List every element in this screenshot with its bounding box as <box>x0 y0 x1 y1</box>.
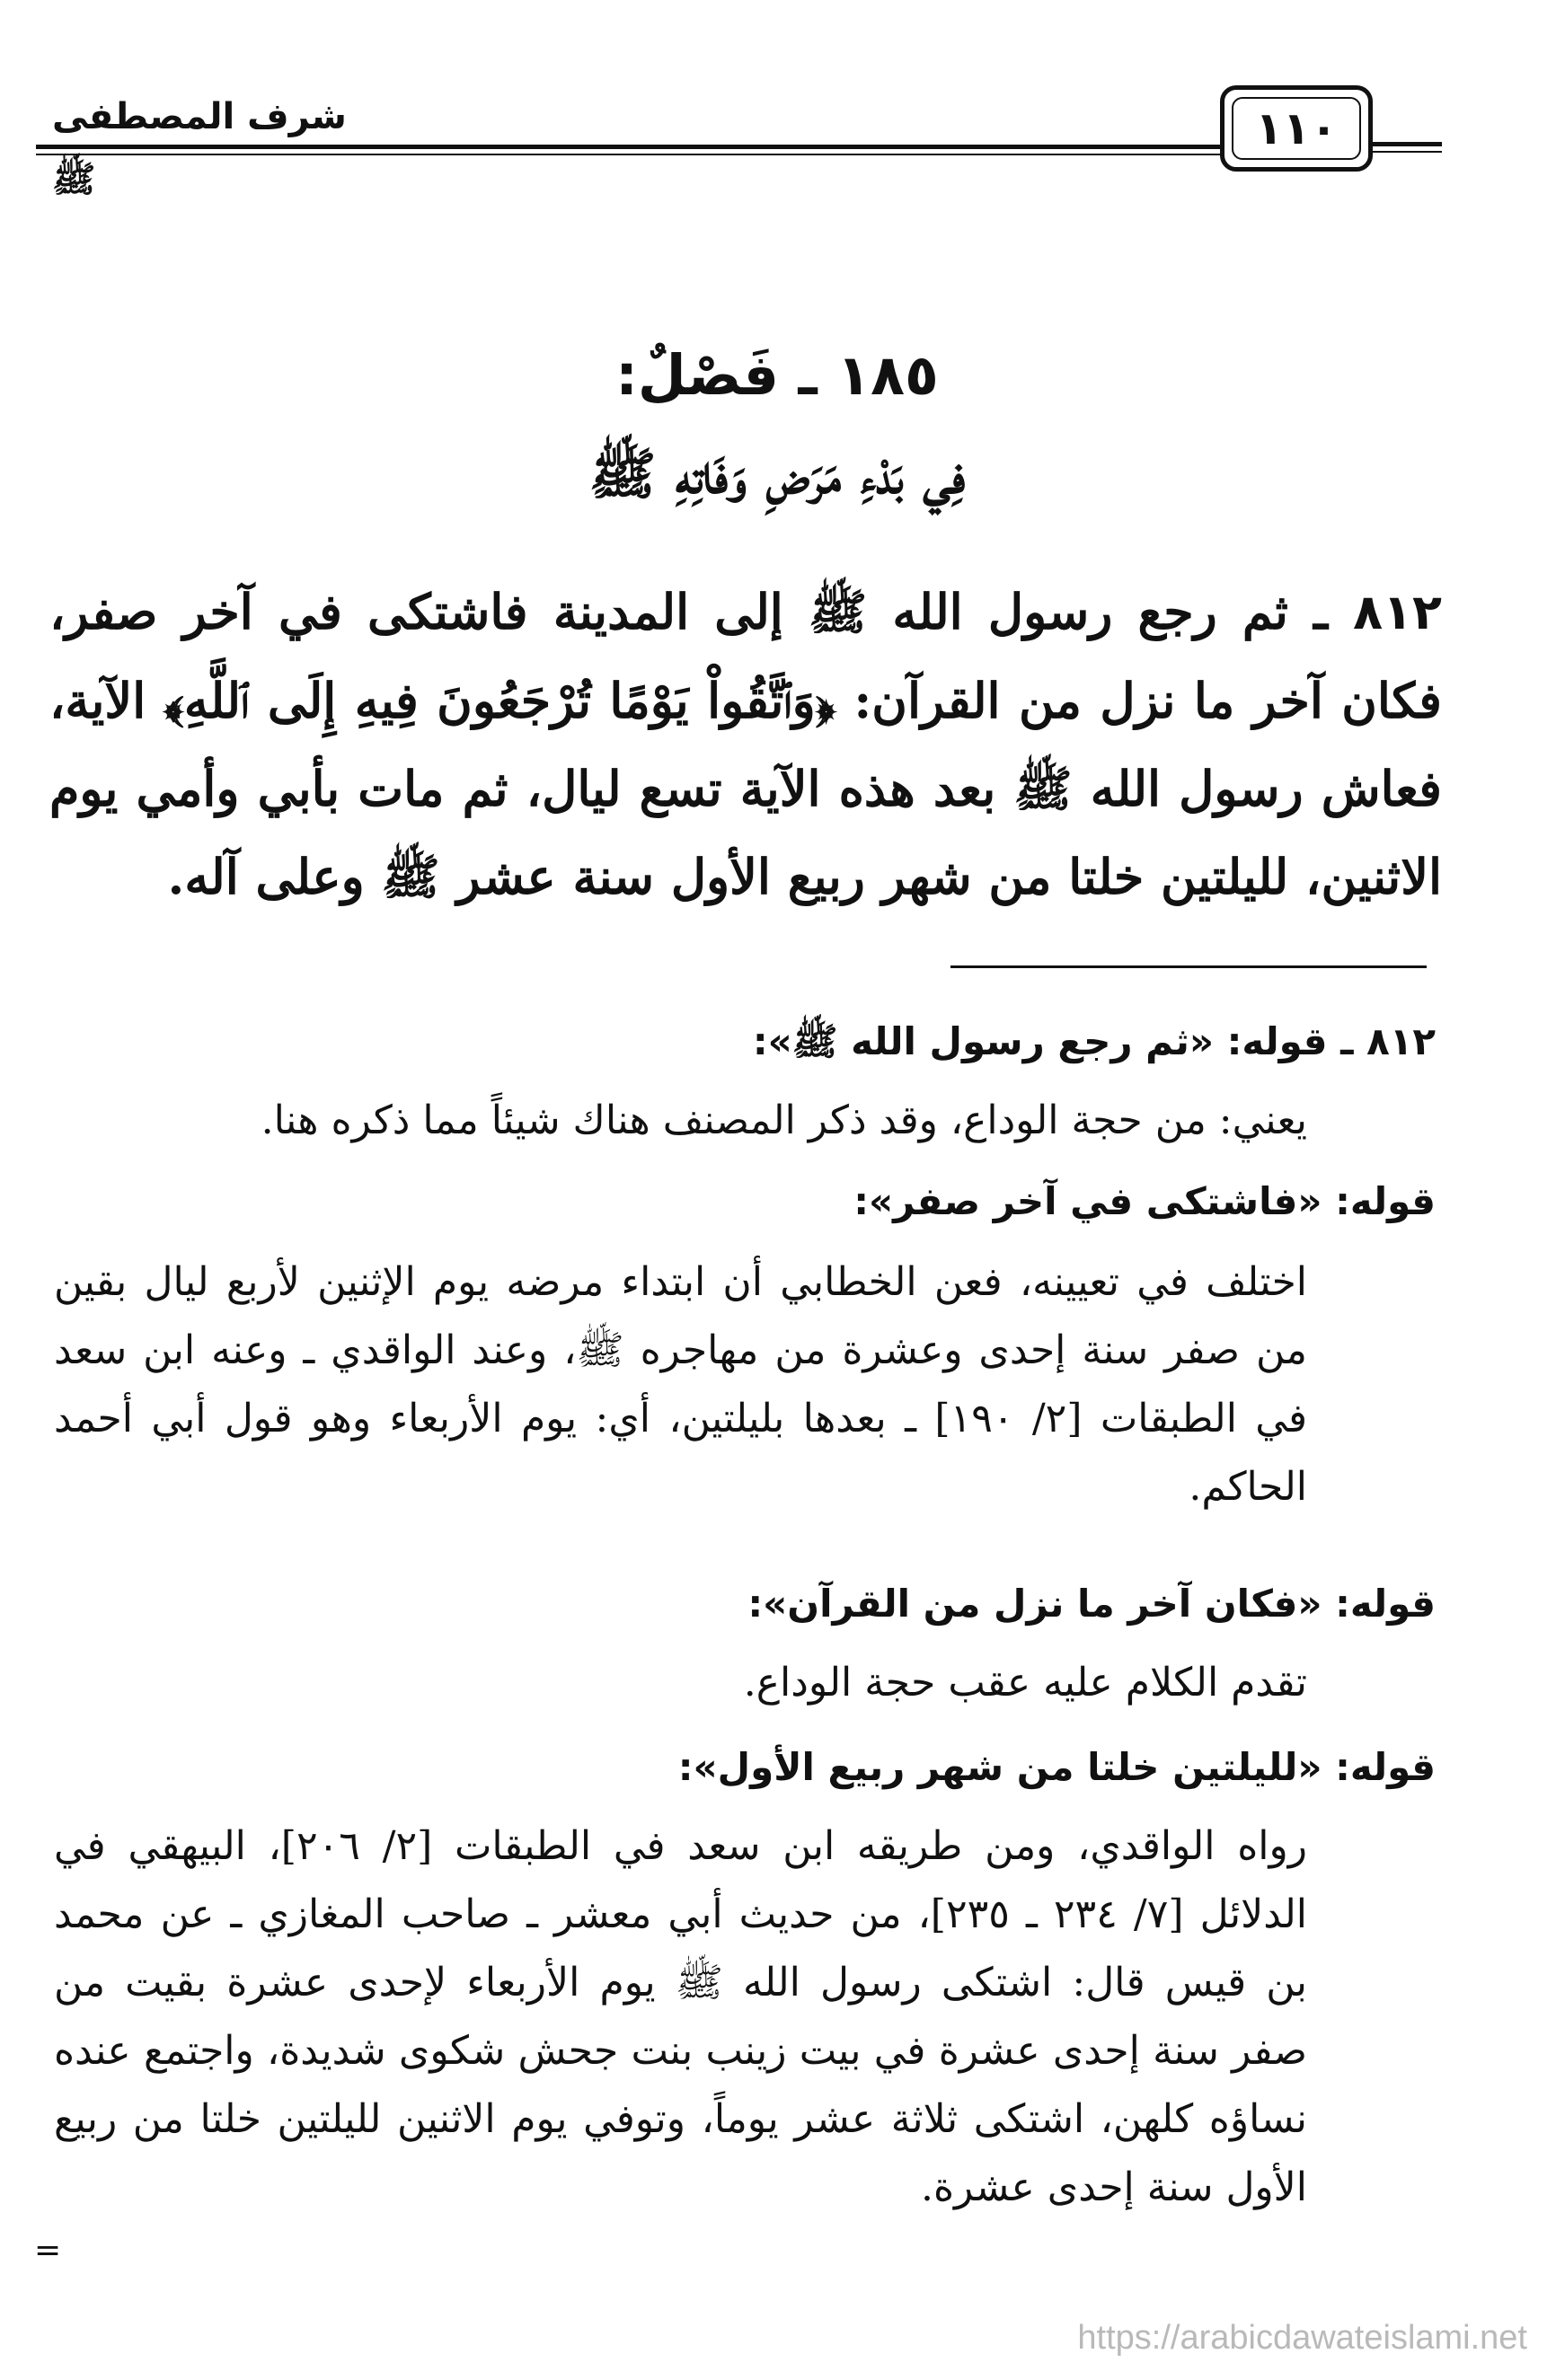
commentary-label-2: قوله: «فاشتكى في آخر صفر»: <box>853 1179 1436 1223</box>
commentary-label-1: ٨١٢ ـ قوله: «ثم رجع رسول الله ﷺ»: <box>752 1019 1436 1063</box>
header-rule <box>36 145 1222 149</box>
page-number: ١١٠ <box>1232 97 1361 160</box>
continuation-mark: = <box>34 2232 62 2269</box>
section-subheading: فِي بَدْءِ مَرَضِ وَفَاتِهِ ﷺ <box>588 441 966 507</box>
commentary-label-4: قوله: «لليلتين خلتا من شهر ربيع الأول»: <box>677 1745 1436 1789</box>
commentary-label-3: قوله: «فكان آخر ما نزل من القرآن»: <box>747 1582 1436 1626</box>
commentary-body-4: رواه الواقدي، ومن طريقه ابن سعد في الطبقات [٢/ ٢٠٦]، البيهقي في الدلائل [٧/ ٢٣٤ ـ ٢٣٥]، من حديث أبي معشر ـ صاحب المغازي ـ عن محمد بن قيس قال: اشتكى رسول الله ﷺ يوم الأربعاء لإحدى عشرة بقيت من صفر سنة إحدى عشرة في بيت زينب بنت جحش شكوى شديدة، واجتمع عنده نساؤه كلهن، اشتكى ثلاثة عشر يوماً، وتوفي يوم الاثنين لليلتين خلتا من ربيع الأول سنة إحدى عشرة. <box>54 1823 1308 2210</box>
commentary-body-1: يعني: من حجة الوداع، وقد ذكر المصنف هناك شيئاً مما ذكره هنا. <box>261 1097 1307 1143</box>
running-header-title: شرف المصطفى ﷺ <box>52 96 347 200</box>
hadith-number: ٨١٢ <box>1353 584 1442 640</box>
page-number-frame <box>1220 85 1373 172</box>
header-rule-right-thin <box>1370 151 1442 153</box>
header-rule-right <box>1370 142 1442 146</box>
footnote-separator <box>950 965 1427 968</box>
section-heading: ١٨٥ ـ فَصْلٌ: <box>615 342 939 408</box>
watermark-url: https://arabicdawateislami.net <box>1077 2319 1527 2357</box>
commentary-body-2: اختلف في تعيينه، فعن الخطابي أن ابتداء مرضه يوم الإثنين لأربع ليال بقين من صفر سنة إحدى وعشرة من مهاجره ﷺ، وعند الواقدي ـ وعنه ابن سعد في الطبقات [٢/ ١٩٠] ـ بعدها بليلتين، أي: يوم الأربعاء وهو قول أبي أحمد الحاكم. <box>54 1259 1307 1510</box>
header-rule-thin <box>36 154 1222 155</box>
commentary-body-3: تقدم الكلام عليه عقب حجة الوداع. <box>743 1660 1307 1706</box>
hadith-text: ـ ثم رجع رسول الله ﷺ إلى المدينة فاشتكى في آخر صفر، فكان آخر ما نزل من القرآن: ﴿وَٱتَّقُواْ يَوْمًا تُرْجَعُونَ فِيهِ إِلَى ٱللَّهِ﴾ الآية، فعاش رسول الله ﷺ بعد هذه الآية تسع ليال، ثم مات بأبي وأمي يوم الاثنين، لليلتين خلتا من شهر ربيع الأول سنة عشر ﷺ وعلى آله. <box>49 583 1442 905</box>
main-paragraph <box>49 568 1442 921</box>
